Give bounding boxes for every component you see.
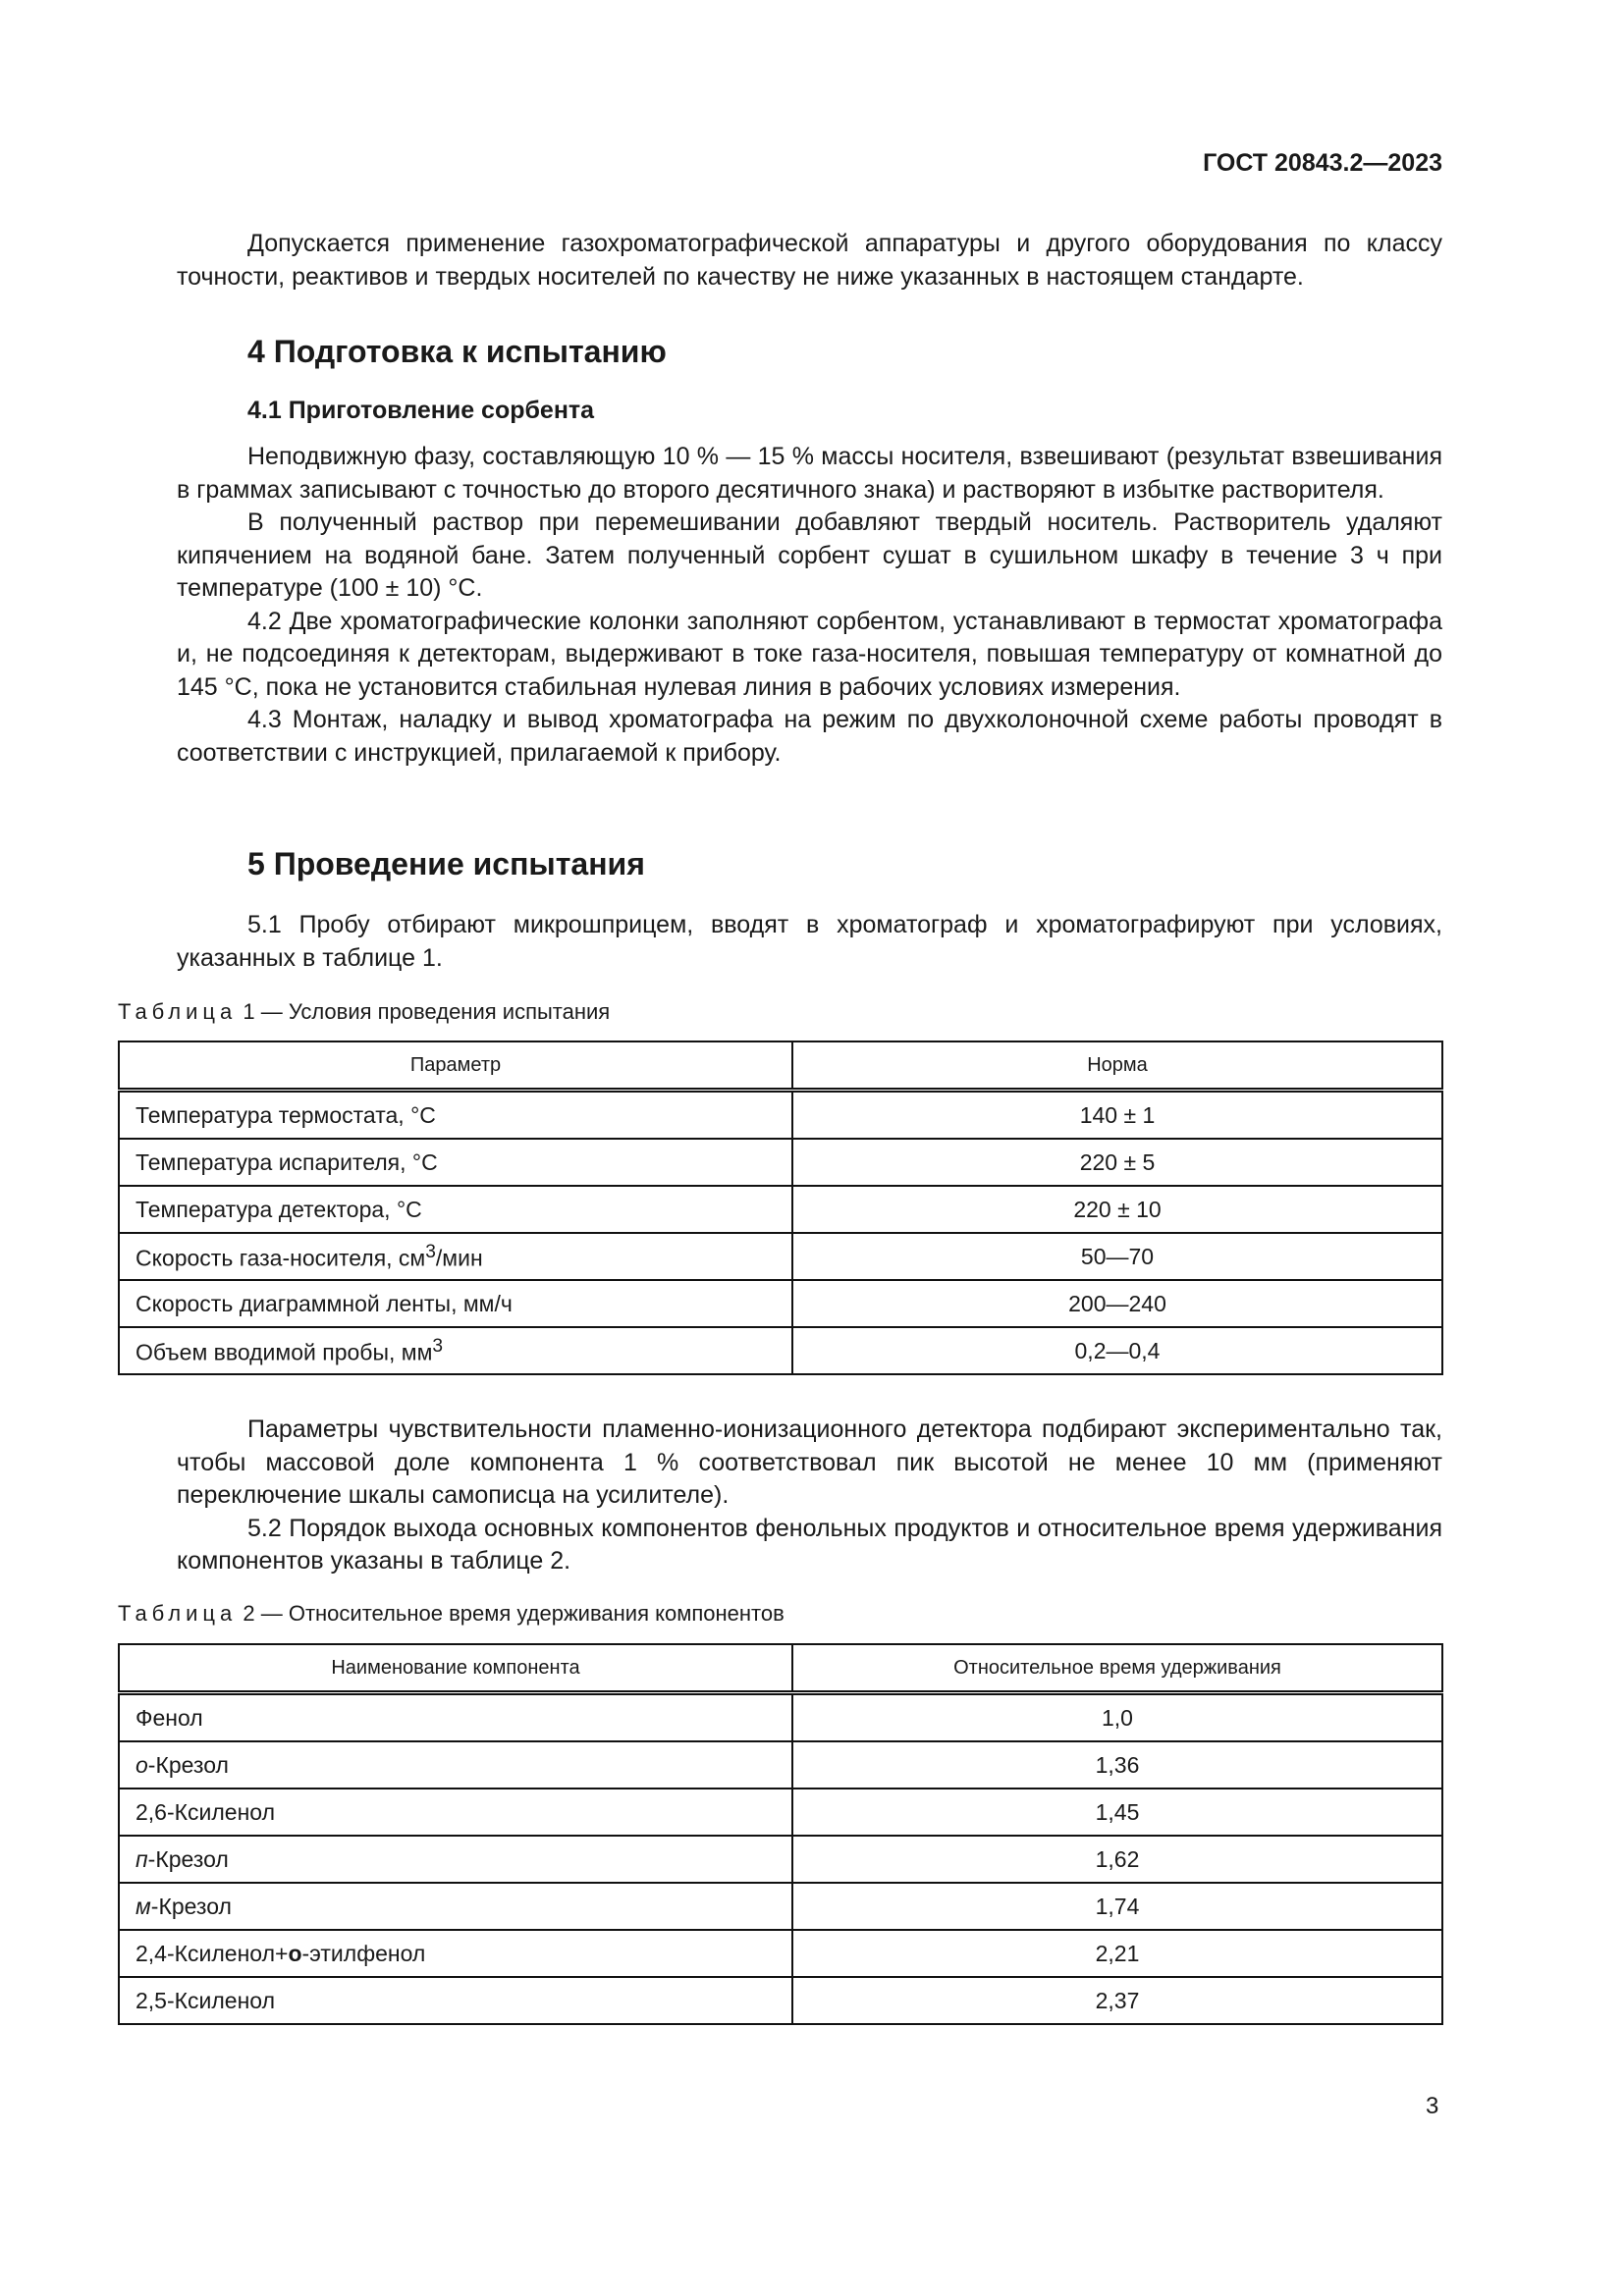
text: Скорость газа-носителя, см <box>135 1245 426 1271</box>
cell-value: 1,74 <box>792 1883 1442 1930</box>
cell-param: Температура термостата, °С <box>119 1091 792 1140</box>
cell-name: 2,6-Ксиленол <box>119 1789 792 1836</box>
paragraph: Параметры чувствительности пламенно-ионизационного детектора подбирают экспериментально так, чтобы массовой доле компонента 1 % соответствовал пик высотой не менее 10 мм (применяют переключение шкалы самописца на усилителе). <box>177 1415 1442 1509</box>
cell-param: Температура испарителя, °С <box>119 1139 792 1186</box>
cell-value: 1,36 <box>792 1741 1442 1789</box>
column-header: Норма <box>792 1041 1442 1091</box>
text: -Крезол <box>147 1751 229 1778</box>
section-5-body <box>177 1414 1442 1578</box>
paragraph: 4.2 Две хроматографические колонки заполняют сорбентом, устанавливают в термостат хроматографа и, не подсоединяя к детекторам, выдерживают в токе газа-носителя, повышая температуру от комнатной до 145 °С, пока не установится стабильная нулевая линия в рабочих условиях измерения. <box>177 607 1442 701</box>
cell-name <box>119 1836 792 1883</box>
caption-label: Таблица <box>118 1601 238 1626</box>
paragraph: Неподвижную фазу, составляющую 10 % — 15 % массы носителя, взвешивают (результат взвешивания в граммах записывают с точностью до второго десятичного знака) и растворяют в избытке растворителя. <box>177 443 1442 504</box>
paragraph: В полученный раствор при перемешивании добавляют твердый носитель. Растворитель удаляют кипячением на водяной бане. Затем полученный сорбент сушат в сушильном шкафу в течение 3 ч при температуре (100 ± 10) °С. <box>177 508 1442 602</box>
table-row <box>119 1741 1442 1789</box>
superscript: 3 <box>432 1335 444 1357</box>
paragraph: 4.3 Монтаж, наладку и вывод хроматографа на режим по двухколоночной схеме работы проводят в соответствии с инструкцией, прилагаемой к прибору. <box>177 706 1442 767</box>
table-row <box>119 1693 1442 1742</box>
text: Объем вводимой пробы, мм <box>135 1339 433 1365</box>
text: /мин <box>435 1245 483 1271</box>
table-row <box>119 1233 1442 1280</box>
table-2 <box>118 1643 1443 2025</box>
caption-text: 2 — Относительное время удерживания компонентов <box>237 1601 785 1626</box>
italic-prefix: м <box>135 1893 151 1919</box>
cell-value: 2,21 <box>792 1930 1442 1977</box>
section-4-body <box>177 441 1442 770</box>
caption-label: Таблица <box>118 999 238 1024</box>
column-header: Параметр <box>119 1041 792 1091</box>
page-number: 3 <box>1426 2093 1439 2119</box>
text: -этилфенол <box>301 1940 426 1966</box>
cell-value: 1,0 <box>792 1693 1442 1742</box>
cell-value: 200—240 <box>792 1280 1442 1327</box>
column-header: Наименование компонента <box>119 1644 792 1693</box>
cell-value: 220 ± 5 <box>792 1139 1442 1186</box>
paragraph: 5.2 Порядок выхода основных компонентов фенольных продуктов и относительное время удерживания компонентов указаны в таблице 2. <box>177 1514 1442 1575</box>
section-5-heading: 5 Проведение испытания <box>247 846 645 881</box>
section-4-heading: 4 Подготовка к испытанию <box>247 334 667 369</box>
cell-value: 2,37 <box>792 1977 1442 2024</box>
table-row <box>119 1977 1442 2024</box>
cell-name <box>119 1930 792 1977</box>
table-row <box>119 1139 1442 1186</box>
table-row <box>119 1091 1442 1140</box>
table-row <box>119 1280 1442 1327</box>
paragraph: 5.1 Пробу отбирают микрошприцем, вводят в хроматограф и хроматографируют при условиях, указанных в таблице 1. <box>177 911 1442 972</box>
table-1 <box>118 1041 1443 1375</box>
table-row <box>119 1930 1442 1977</box>
table-row <box>119 1789 1442 1836</box>
cell-value: 1,62 <box>792 1836 1442 1883</box>
table2-caption <box>118 1601 1383 1627</box>
cell-value: 140 ± 1 <box>792 1091 1442 1140</box>
cell-name: Фенол <box>119 1693 792 1742</box>
document-id: ГОСТ 20843.2—2023 <box>1203 149 1442 177</box>
text: 2,4-Ксиленол+ <box>135 1940 289 1966</box>
italic-prefix: п <box>135 1845 148 1872</box>
subsection-4-1-heading: 4.1 Приготовление сорбента <box>247 397 595 424</box>
table-row <box>119 1186 1442 1233</box>
paragraph: Допускается применение газохроматографической аппаратуры и другого оборудования по классу точности, реактивов и твердых носителей по качеству не ниже указанных в настоящем стандарте. <box>177 230 1442 291</box>
cell-param: Скорость диаграммной ленты, мм/ч <box>119 1280 792 1327</box>
column-header: Относительное время удерживания <box>792 1644 1442 1693</box>
italic-prefix: о <box>135 1751 148 1778</box>
cell-name <box>119 1741 792 1789</box>
table-row <box>119 1883 1442 1930</box>
cell-param <box>119 1327 792 1374</box>
table1-caption <box>118 999 1383 1025</box>
cell-param <box>119 1233 792 1280</box>
table-row <box>119 1836 1442 1883</box>
table-row <box>119 1327 1442 1374</box>
cell-param: Температура детектора, °С <box>119 1186 792 1233</box>
cell-value: 0,2—0,4 <box>792 1327 1442 1374</box>
cell-name: 2,5-Ксиленол <box>119 1977 792 2024</box>
intro-paragraph <box>177 228 1442 294</box>
bold-letter: о <box>288 1940 302 1966</box>
caption-text: 1 — Условия проведения испытания <box>237 999 611 1024</box>
text: -Крезол <box>150 1893 232 1919</box>
cell-value: 50—70 <box>792 1233 1442 1280</box>
text: -Крезол <box>147 1845 229 1872</box>
superscript: 3 <box>425 1241 436 1262</box>
cell-value: 220 ± 10 <box>792 1186 1442 1233</box>
cell-value: 1,45 <box>792 1789 1442 1836</box>
cell-name <box>119 1883 792 1930</box>
